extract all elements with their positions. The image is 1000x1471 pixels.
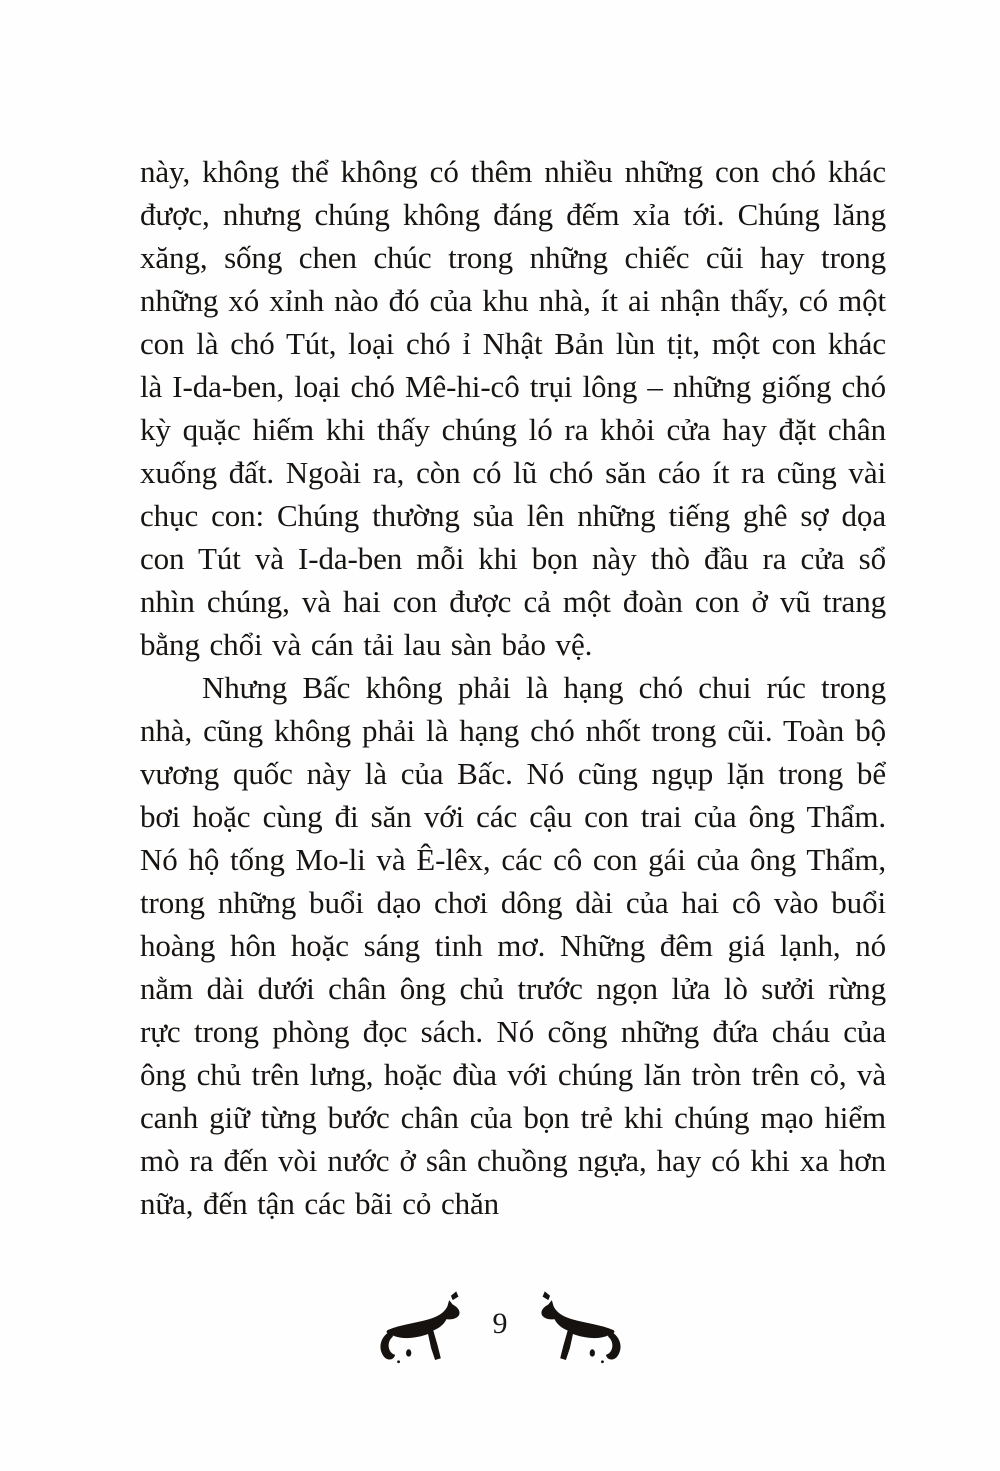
dog-ornament-right-icon — [536, 1289, 624, 1365]
page-footer — [0, 1282, 1000, 1372]
text-block — [140, 150, 886, 1225]
body-paragraph: Nhưng Bấc không phải là hạng chó chui rúc trong nhà, cũng không phải là hạng chó nhốt trong cũi. Toàn bộ vương quốc này là của Bấc. Nó cũng ngụp lặn trong bể bơi hoặc cùng đi săn với các cậu con trai của ông Thẩm. Nó hộ tống Mo-li và Ê-lêx, các cô con gái của ông Thẩm, trong những buổi dạo chơi dông dài của hai cô vào buổi hoàng hôn hoặc sáng tinh mơ. Những đêm giá lạnh, nó nằm dài dưới chân ông chủ trước ngọn lửa lò sưởi rừng rực trong phòng đọc sách. Nó cõng những đứa cháu của ông chủ trên lưng, hoặc đùa với chúng lăn tròn trên cỏ, và canh giữ từng bước chân của bọn trẻ khi chúng mạo hiểm mò ra đến vòi nước ở sân chuồng ngựa, hay có khi xa hơn nữa, đến tận các bãi cỏ chăn — [140, 670, 886, 1221]
page-number: 9 — [492, 1307, 508, 1340]
body-paragraph: này, không thể không có thêm nhiều những con chó khác được, nhưng chúng không đáng đếm xỉa tới. Chúng lăng xăng, sống chen chúc trong những chiếc cũi hay trong những xó xỉnh nào đó của khu nhà, ít ai nhận thấy, có một con là chó Tút, loại chó ỉ Nhật Bản lùn tịt, một con khác là I-da-ben, loại chó Mê-hi-cô trụi lông – những giống chó kỳ quặc hiếm khi thấy chúng ló ra khỏi cửa hay đặt chân xuống đất. Ngoài ra, còn có lũ chó săn cáo ít ra cũng vài chục con: Chúng thường sủa lên những tiếng ghê sợ dọa con Tút và I-da-ben mỗi khi bọn này thò đầu ra cửa sổ nhìn chúng, và hai con được cả một đoàn con ở vũ trang bằng chổi và cán tải lau sàn bảo vệ. — [140, 154, 886, 662]
dog-ornament-left-icon — [377, 1289, 465, 1365]
